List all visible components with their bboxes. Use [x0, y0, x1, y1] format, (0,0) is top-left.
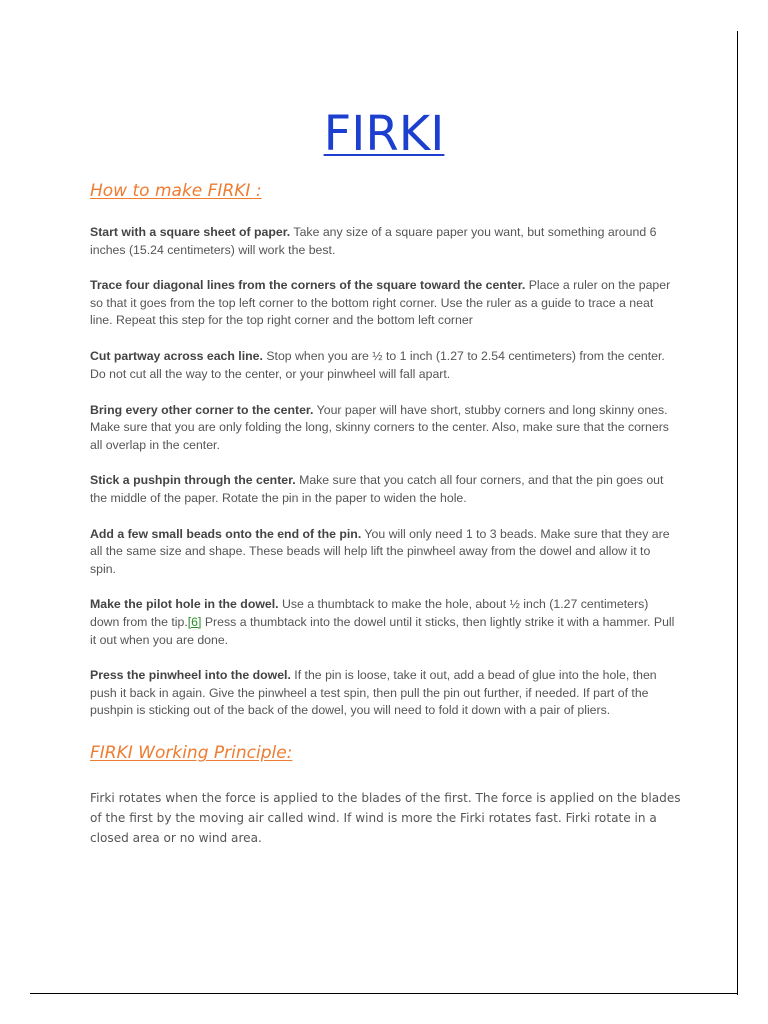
step-text: You will only need 1 to 3 beads. Make sure that they are all the same size and shape. These beads will help lift the pinwheel away from the dowel and allow it to spin. — [90, 526, 670, 576]
step-text: Press a thumbtack into the dowel until it sticks, then lightly strike it with a hammer. Pull it out when you are done. — [90, 615, 675, 647]
step-text: Take any size of a square paper you want, but something around 6 inches (15.24 centimeters) will work the best. — [90, 225, 657, 257]
step-paragraph — [90, 348, 678, 383]
step-text: Stop when you are ½ to 1 inch (1.27 to 2.54 centimeters) from the center. Do not cut all the way to the center, or your pinwheel will fall apart. — [90, 349, 665, 382]
step-lead: Press the pinwheel into the dowel. — [90, 668, 291, 683]
step-text: Place a ruler on the paper so that it goes from the top left corner to the bottom right corner. Use the ruler as a guide to trace a neat line. Repeat this step for the top right corner and the bottom left corner — [90, 278, 671, 328]
step-text: Make sure that you catch all four corners, and that the pin goes out the middle of the paper. Rotate the pin in the paper to widen the hole. — [90, 473, 664, 506]
step-lead: Make the pilot hole in the dowel. — [90, 597, 279, 612]
instruction-steps — [90, 224, 678, 738]
heading-working-principle: FIRKI Working Principle: — [90, 743, 293, 763]
principle-paragraph: Firki rotates when the force is applied to the blades of the first. The force is applied on the blades of the first by the moving air called wind. If wind is more the Firki rotates fast. Firki rotate in a closed area or no wind area. — [90, 791, 681, 845]
step-lead: Trace four diagonal lines from the corners of the square toward the center. — [90, 278, 526, 293]
page-border-right — [737, 31, 738, 995]
step-text: Use a thumbtack to make the hole, about ½ inch (1.27 centimeters) down from the tip. — [90, 597, 649, 629]
step-lead: Cut partway across each line. — [90, 349, 263, 364]
step-paragraph — [90, 472, 678, 507]
step-paragraph — [90, 596, 678, 649]
document-title: FIRKI — [323, 106, 445, 162]
step-text: Your paper will have short, stubby corners and long skinny ones. Make sure that you are only folding the long, skinny corners to the center. Also, make sure that the corners all overlap in the center. — [90, 402, 669, 452]
page-border-bottom — [30, 993, 738, 994]
step-text: If the pin is loose, take it out, add a bead of glue into the hole, then push it back in again. Give the pinwheel a test spin, then pull the pin out further, if needed. If part of the pushpin is sticking out of the back of the dowel, you will need to fold it down with a pair of pliers. — [90, 668, 657, 718]
step-lead: Bring every other corner to the center. — [90, 402, 314, 417]
step-paragraph — [90, 667, 678, 720]
step-lead: Start with a square sheet of paper. — [90, 225, 291, 239]
heading-how-to-make: How to make FIRKI : — [90, 181, 262, 201]
step-paragraph — [90, 277, 678, 330]
step-paragraph — [90, 402, 678, 455]
step-paragraph — [90, 526, 678, 579]
step-paragraph — [90, 224, 678, 259]
step-lead: Stick a pushpin through the center. — [90, 473, 296, 488]
citation-link[interactable]: [6] — [187, 615, 202, 629]
step-lead: Add a few small beads onto the end of the pin. — [90, 526, 362, 541]
